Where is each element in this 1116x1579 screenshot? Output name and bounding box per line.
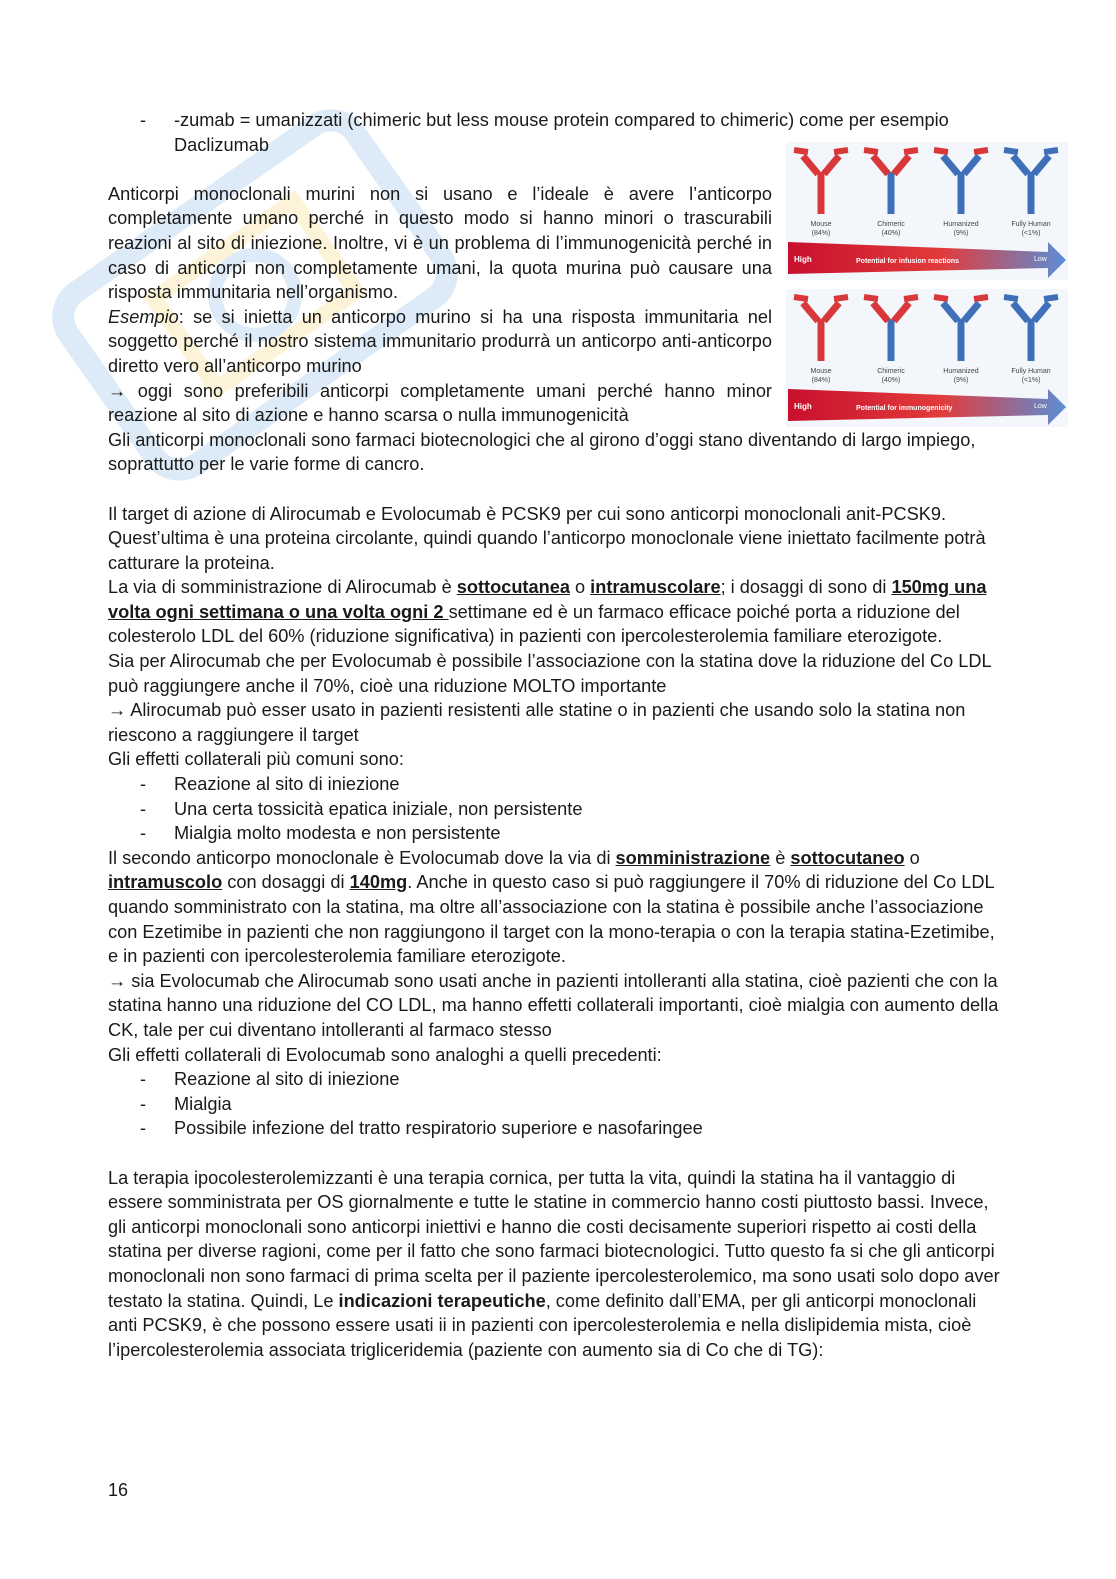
paragraph-evolocumab-effects: Gli effetti collaterali di Evolocumab sono analoghi a quelli precedenti:: [108, 1044, 662, 1065]
antibody-percent: (<1%): [1021, 230, 1041, 237]
antibody-label: Mouse: [810, 221, 832, 228]
low-label: Low: [1034, 403, 1047, 410]
antibody-label: Chimeric: [877, 221, 905, 228]
text-run: o: [904, 847, 920, 868]
antibody-tip: [1044, 297, 1058, 299]
antibody-percent: (9%): [953, 377, 969, 384]
high-label: High: [794, 402, 812, 411]
paragraph-murine: [108, 182, 772, 428]
text-run: Il secondo anticorpo monoclonale è Evolocumab dove la via di: [108, 847, 616, 868]
high-label: High: [794, 255, 812, 264]
list-item: [108, 1092, 1008, 1117]
antibody-label: Chimeric: [877, 368, 905, 375]
list-item-text: Mialgia molto modesta e non persistente: [174, 823, 501, 844]
antibody-label: Mouse: [810, 368, 832, 375]
bold-run: indicazioni terapeutiche: [338, 1290, 546, 1311]
antibody-percent: (40%): [881, 230, 901, 237]
example-label: Esempio: [108, 306, 179, 327]
list-item-text: Mialgia: [174, 1093, 232, 1114]
list-dash: -: [140, 823, 147, 844]
paragraph-intolerant: → sia Evolocumab che Alirocumab sono usati anche in pazienti intolleranti alla statina, cioè pazienti che con la statina hanno una riduzione del CO LDL, ma hanno effetti collaterali importanti, cioè mialgia con aumento della CK, tale per cui diventano intolleranti al farmaco stesso: [108, 970, 999, 1040]
text-run: con dosaggi di: [222, 872, 350, 893]
bold-run: sottocutanea: [456, 577, 570, 598]
paragraph-side-effects-intro: Gli effetti collaterali più comuni sono:: [108, 749, 404, 770]
list-item: [108, 1116, 1008, 1141]
antibody-tip: [1044, 150, 1058, 152]
list-item-text: Possibile infezione del tratto respiratorio superiore e nasofaringee: [174, 1118, 703, 1139]
antibody-percent: (9%): [953, 230, 969, 237]
bold-run: intramuscolare: [590, 577, 721, 598]
paragraph-therapy: [108, 1166, 1008, 1363]
paragraph-text: Anticorpi monoclonali murini non si usano e l’ideale è avere l’anticorpo completamente umano perché in questo modo si hanno minori o trascurabili reazioni al sito di iniezione. Inoltre, vi è un problema di l’immunogenicità perché in caso di anticorpi non completamente umani, la quota murina può causare una risposta immunitaria nell’organismo.: [108, 183, 772, 303]
document-body: [108, 108, 1008, 1362]
list-item-text: Reazione al sito di iniezione: [174, 1069, 400, 1090]
paragraph-evolocumab: [108, 846, 1008, 969]
list-dash: -: [140, 798, 147, 819]
bold-run: 140mg: [349, 872, 408, 893]
antibody-percent: (<1%): [1021, 377, 1041, 384]
text-run: settimane ed è un farmaco efficace poiché porta a riduzione del colesterolo LDL del 60% (riduzione significativa) in pazienti con ipercolesterolemia familiare eterozigote.: [108, 601, 960, 647]
antibody-label: Humanized: [943, 368, 979, 375]
list-dash: -: [140, 1118, 147, 1139]
arrow-caption: Potential for immunogenicity: [856, 405, 953, 412]
antibody-percent: (84%): [811, 377, 831, 384]
list-dash: -: [140, 110, 147, 130]
page-number: 16: [108, 1480, 129, 1500]
paragraph-alirocumab-route: [108, 575, 1008, 649]
antibody-percent: (40%): [881, 377, 901, 384]
list-item: [108, 772, 1008, 797]
list-dash: -: [140, 774, 147, 795]
antibody-label: Fully Human: [1011, 221, 1051, 228]
list-dash: -: [140, 1069, 147, 1090]
paragraph-resistant: → Alirocumab può esser usato in pazienti resistenti alle statine o in pazienti che usando solo la statina non riescono a raggiungere il target: [108, 700, 966, 745]
antibody-label: Fully Human: [1011, 368, 1051, 375]
text-run: è: [770, 847, 791, 868]
arrow-note: → oggi sono preferibili anticorpi completamente umani perché hanno minor reazione al sito di azione e hanno scarsa o nulla immunogenicità: [108, 380, 772, 426]
list-item: [108, 1067, 1008, 1092]
paragraph-target: Il target di azione di Alirocumab e Evolocumab è PCSK9 per cui sono anticorpi monoclonali anit-PCSK9. Quest’ultima è una proteina circolante, quindi quando l’anticorpo monoclonale viene iniettato facilmente potrà catturare la proteina.: [108, 503, 986, 573]
low-label: Low: [1034, 256, 1047, 263]
list-item-zumab: [108, 108, 1008, 157]
arrow-caption: Potential for infusion reactions: [856, 258, 960, 265]
list-item: [108, 821, 1008, 846]
list-dash: -: [140, 1093, 147, 1114]
text-run: ; i dosaggi di sono di: [720, 577, 892, 598]
text-run: o: [569, 577, 591, 598]
example-text: : se si inietta un anticorpo murino si ha una risposta immunitaria nel soggetto perché il nostro sistema immunitario produrrà un anticorpo anti-anticorpo diretto vero all’anticorpo murino: [108, 306, 772, 376]
list-item-text: Una certa tossicità epatica iniziale, non persistente: [174, 798, 583, 819]
text-run: La terapia ipocolesterolemizzanti è una terapia cornica, per tutta la vita, quindi la statina ha il vantaggio di essere somministrata per OS giornalmente e tutte le statine in commercio hanno costi piuttosto bassi. Invece, gli anticorpi monoclonali sono anticorpi iniettivi e hanno die costi decisamente superiori rispetto ai costi della statina per diverse ragioni, come per il fatto che sono farmaci biotecnologici. Tutto questo fa si che gli anticorpi monoclonali non sono farmaci di prima scelta per il paziente ipercolesterolemico, ma sono usati solo dopo aver testato la statina. Quindi, Le: [108, 1167, 1000, 1311]
list-item: [108, 797, 1008, 822]
antibody-percent: (84%): [811, 230, 831, 237]
text-run: . Anche in questo caso si può raggiungere il 70% di riduzione del Co LDL quando somministrato con la statina, ma oltre all’associazione con la statina è possibile anche l’associazione con Ezetimibe in pazienti che non raggiungono il target con la mono-terapia o con la terapia statina-Ezetimibe, e in pazienti con ipercolesterolemia familiare eterozigote.: [108, 872, 995, 967]
bold-run: sottocutaneo: [790, 847, 905, 868]
bold-run: 150mg una volta ogni settimana o una volta ogni 2: [108, 577, 987, 622]
paragraph-biotech: Gli anticorpi monoclonali sono farmaci biotecnologici che al girono d’oggi stano diventando di largo impiego, soprattutto per le varie forme di cancro.: [108, 429, 976, 475]
list-item-text: -zumab = umanizzati (chimeric but less mouse protein compared to chimeric) come per esempio Daclizumab: [174, 110, 949, 155]
paragraph-association: Sia per Alirocumab che per Evolocumab è possibile l’associazione con la statina dove la riduzione del Co LDL può raggiungere anche il 70%, cioè una riduzione MOLTO importante: [108, 651, 991, 696]
list-item-text: Reazione al sito di iniezione: [174, 774, 400, 795]
bold-run: somministrazione: [615, 847, 771, 868]
bold-run: intramuscolo: [108, 872, 223, 893]
text-run: , come definito dall’EMA, per gli anticorpi monoclonali anti PCSK9, è che possono essere usati ii in pazienti con ipercolesterolemia e nella dislipidemia mista, cioè l’ipercolesterolemia associata trigliceridemia (paziente con aumento sia di Co che di TG):: [108, 1290, 977, 1360]
antibody-label: Humanized: [943, 221, 979, 228]
text-run: La via di somministrazione di Alirocumab è: [108, 577, 457, 598]
